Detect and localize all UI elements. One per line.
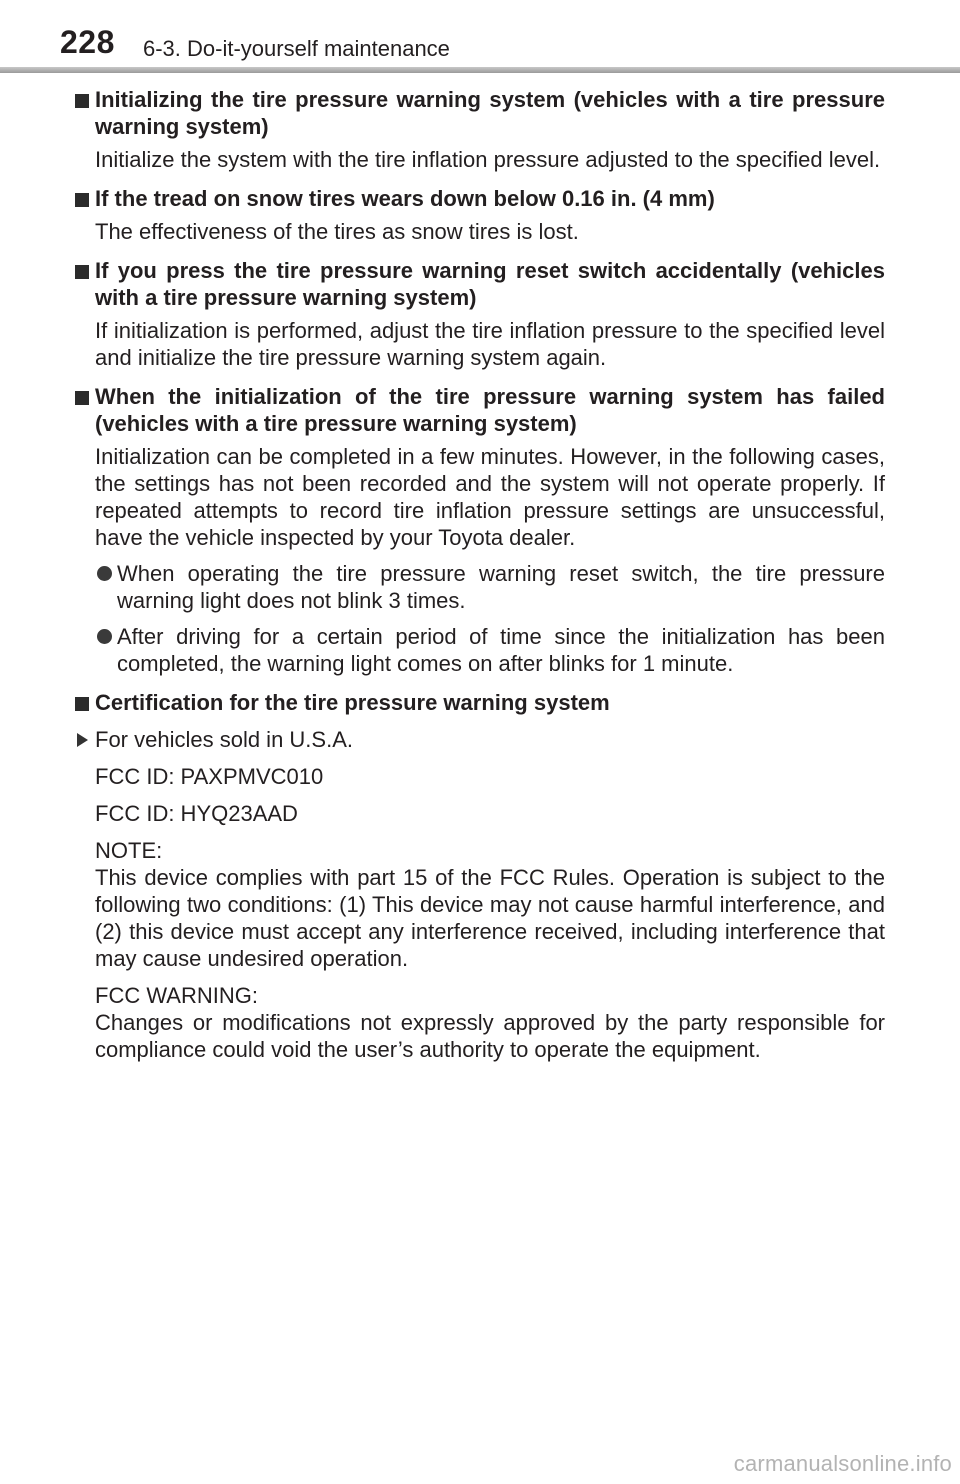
- section-initialization-failed: [73, 383, 885, 677]
- list-item-text: When operating the tire pressure warning reset switch, the tire pressure warning light does not blink 3 times.: [117, 561, 885, 613]
- section-reset-switch: [73, 257, 885, 371]
- section-heading: If the tread on snow tires wears down below 0.16 in. (4 mm): [95, 186, 715, 211]
- section-snow-tires: [73, 185, 885, 245]
- warning-label: FCC WARNING:: [95, 983, 258, 1008]
- sub-heading-row: [73, 726, 885, 753]
- section-initializing: [73, 86, 885, 173]
- sub-heading: For vehicles sold in U.S.A.: [95, 727, 353, 752]
- square-bullet-icon: [75, 193, 89, 207]
- section-body: The effectiveness of the tires as snow tires is lost.: [95, 219, 579, 244]
- square-bullet-icon: [75, 94, 89, 108]
- note-label: NOTE:: [95, 838, 163, 863]
- section-body: Initialize the system with the tire inflation pressure adjusted to the specified level.: [95, 147, 881, 172]
- section-heading: Certification for the tire pressure warning system: [95, 690, 610, 715]
- section-certification: [73, 689, 885, 1063]
- square-bullet-icon: [75, 697, 89, 711]
- triangle-arrow-icon: [77, 733, 88, 747]
- watermark-link[interactable]: carmanualsonline.info: [733, 1451, 952, 1476]
- section-title: 6-3. Do-it-yourself maintenance: [143, 36, 450, 61]
- header-divider: [0, 67, 960, 73]
- note-text: This device complies with part 15 of the FCC Rules. Operation is subject to the following two conditions: (1) This device may not cause harmful interference, and (2) this device must accept any interference received, including interference that may cause undesired operation.: [95, 865, 885, 971]
- circle-bullet-icon: [97, 629, 112, 644]
- square-bullet-icon: [75, 391, 89, 405]
- section-heading: When the initialization of the tire pressure warning system has failed (vehicles with a tire pressure warning system): [95, 384, 885, 436]
- list-item: [73, 623, 885, 677]
- section-heading: Initializing the tire pressure warning system (vehicles with a tire pressure warning system): [95, 87, 885, 139]
- section-body: Initialization can be completed in a few minutes. However, in the following cases, the settings has not been recorded and the system will not operate properly. If repeated attempts to record tire inflation pressure settings are unsuccessful, have the vehicle inspected by your Toyota dealer.: [95, 444, 885, 550]
- square-bullet-icon: [75, 265, 89, 279]
- page-number: 228: [60, 24, 115, 60]
- list-item-text: After driving for a certain period of time since the initialization has been completed, the warning light comes on after blinks for 1 minute.: [117, 624, 885, 676]
- fcc-id-1: FCC ID: PAXPMVC010: [95, 764, 324, 789]
- page-header: [0, 0, 960, 78]
- warning-text: Changes or modifications not expressly approved by the party responsible for compliance could void the user’s authority to operate the equipment.: [95, 1010, 885, 1062]
- page-content: [73, 86, 885, 1063]
- section-body: If initialization is performed, adjust the tire inflation pressure to the specified level and initialize the tire pressure warning system again.: [95, 318, 885, 370]
- list-item: [73, 560, 885, 614]
- circle-bullet-icon: [97, 566, 112, 581]
- section-heading: If you press the tire pressure warning reset switch accidentally (vehicles with a tire pressure warning system): [95, 258, 885, 310]
- fcc-id-2: FCC ID: HYQ23AAD: [95, 801, 298, 826]
